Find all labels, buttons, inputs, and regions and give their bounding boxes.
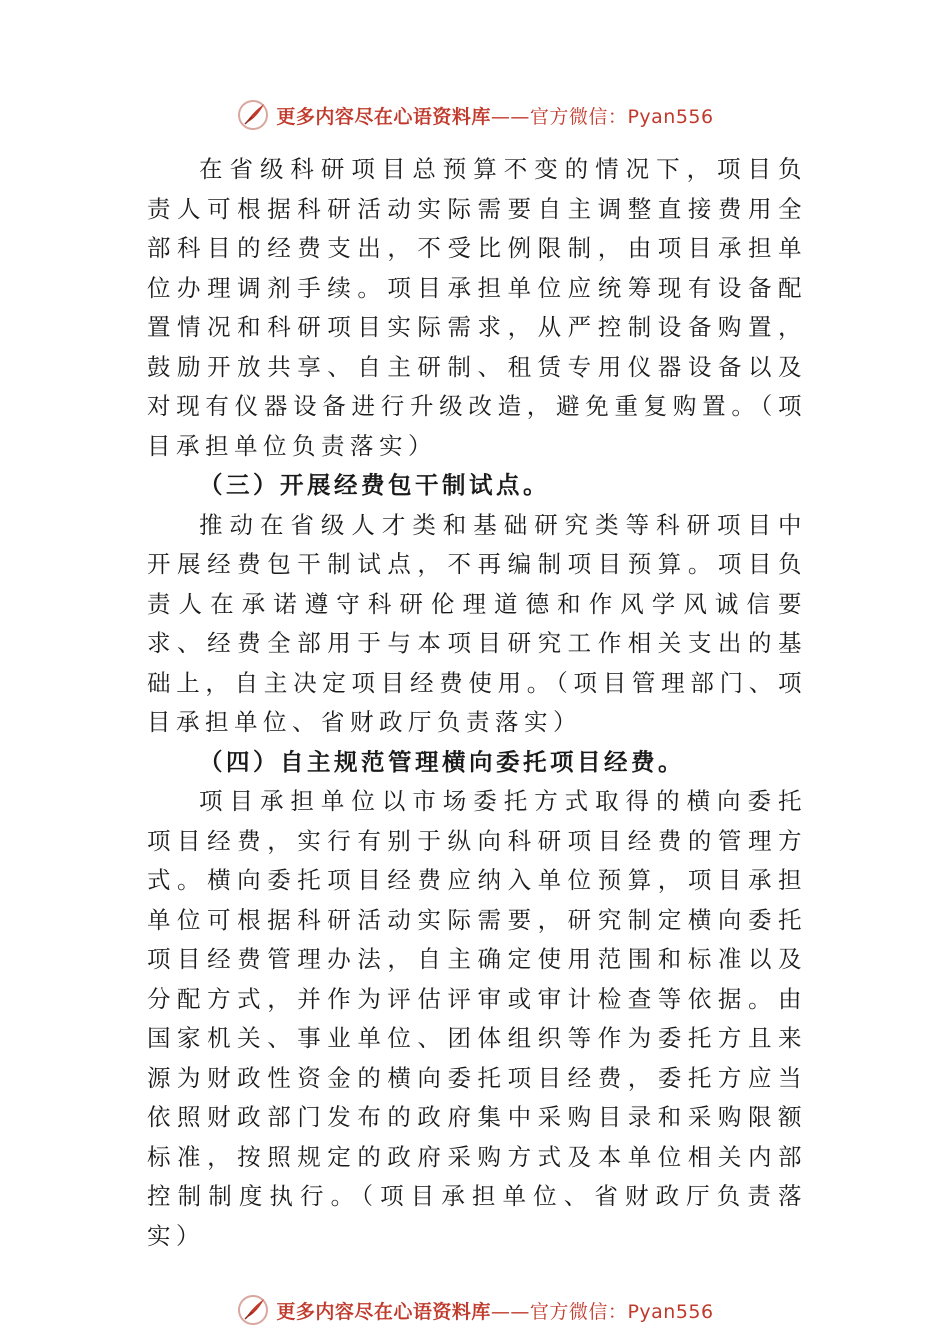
- header-watermark: [0, 95, 950, 135]
- watermark-separator: ——: [490, 105, 530, 128]
- watermark-brand: 更多内容尽在心语资料库: [276, 1300, 491, 1323]
- watermark-brand: 更多内容尽在心语资料库: [276, 105, 491, 128]
- watermark-separator: ——: [490, 1300, 530, 1323]
- watermark-id: Pyan556: [627, 105, 714, 128]
- watermark-id: Pyan556: [627, 1300, 714, 1323]
- watermark-text: [276, 1297, 713, 1324]
- document-body: [147, 150, 807, 1256]
- paragraph-budget-adjustment: 在省级科研项目总预算不变的情况下，项目负责人可根据科研活动实际需要自主调整直接费用全部科目的经费支出，不受比例限制，由项目承担单位办理调剂手续。项目承担单位应统筹现有设备配置情况和科研项目实际需求，从严控制设备购置，鼓励开放共享、自主研制、租赁专用仪器设备以及对现有仪器设备进行升级改造，避免重复购置。（项目承担单位负责落实）: [147, 155, 807, 460]
- quill-logo-icon: [236, 98, 270, 132]
- watermark-label: 官方微信：: [529, 1300, 628, 1323]
- paragraph-lump-sum-pilot: 推动在省级人才类和基础研究类等科研项目中开展经费包干制试点，不再编制项目预算。项目负责人在承诺遵守科研伦理道德和作风学风诚信要求、经费全部用于与本项目研究工作相关支出的基础上，自主决定项目经费使用。（项目管理部门、项目承担单位、省财政厅负责落实）: [147, 510, 807, 736]
- watermark-text: [276, 102, 713, 129]
- paragraph-horizontal-funds: 项目承担单位以市场委托方式取得的横向委托项目经费，实行有别于纵向科研项目经费的管理方式。横向委托项目经费应纳入单位预算，项目承担单位可根据科研活动实际需要，研究制定横向委托项目经费管理办法，自主确定使用范围和标准以及分配方式，并作为评估评审或审计检查等依据。由国家机关、事业单位、团体组织等作为委托方且来源为财政性资金的横向委托项目经费，委托方应当依照财政部门发布的政府集中采购目录和采购限额标准，按照规定的政府采购方式及本单位相关内部控制制度执行。（项目承担单位、省财政厅负责落实）: [147, 787, 807, 1250]
- footer-watermark: [0, 1290, 950, 1330]
- watermark-label: 官方微信：: [529, 105, 628, 128]
- quill-logo-icon: [236, 1293, 270, 1327]
- section-heading-lump-sum-pilot: （三）开展经费包干制试点。: [199, 471, 550, 499]
- section-heading-horizontal-funds: （四）自主规范管理横向委托项目经费。: [199, 747, 685, 776]
